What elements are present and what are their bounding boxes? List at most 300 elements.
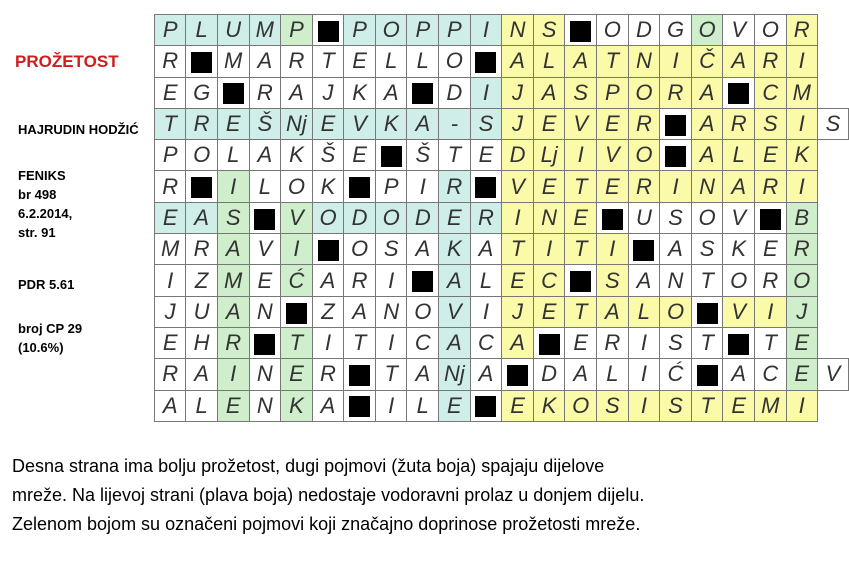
black-square-mark <box>349 365 370 386</box>
grid-cell: I <box>502 202 534 233</box>
black-square-mark <box>728 83 749 104</box>
black-square <box>186 171 218 202</box>
grid-row <box>155 296 849 327</box>
grid-cell: A <box>533 77 565 108</box>
grid-cell: A <box>439 265 471 296</box>
grid-cell: O <box>691 202 723 233</box>
grid-cell: T <box>691 265 723 296</box>
grid-cell: R <box>155 359 186 390</box>
grid-cell: A <box>217 296 249 327</box>
grid-cell: V <box>249 234 281 265</box>
grid-cell: M <box>786 77 817 108</box>
grid-row <box>155 77 849 108</box>
grid-cell: J <box>786 296 817 327</box>
grid-cell: M <box>217 46 249 77</box>
grid-cell: I <box>786 171 817 202</box>
grid-cell: Ć <box>660 359 692 390</box>
grid-cell: S <box>597 265 629 296</box>
grid-cell: S <box>375 234 407 265</box>
black-square-mark <box>539 334 560 355</box>
grid-cell: L <box>407 46 439 77</box>
grid-cell: L <box>597 359 629 390</box>
grid-cell: K <box>312 171 344 202</box>
grid-cell: I <box>597 234 629 265</box>
grid-cell: T <box>597 46 629 77</box>
black-square <box>597 202 629 233</box>
grid-cell: T <box>565 234 597 265</box>
grid-row <box>155 171 849 202</box>
black-square <box>312 234 344 265</box>
grid-cell: I <box>375 327 407 358</box>
grid-cell: Nj <box>281 108 313 139</box>
grid-cell: I <box>312 327 344 358</box>
black-square-mark <box>349 396 370 417</box>
grid-cell: O <box>186 140 218 171</box>
grid-cell: N <box>628 46 660 77</box>
caption-line-1: Desna strana ima bolju prožetost, dugi pojmovi (žuta boja) spajaju dijelove <box>12 456 605 476</box>
grid-cell: I <box>660 46 692 77</box>
grid-cell: E <box>155 327 186 358</box>
grid-cell: A <box>723 171 755 202</box>
grid-cell: A <box>565 46 597 77</box>
pdr-info: PDR 5.61 <box>18 277 75 292</box>
black-square <box>344 359 376 390</box>
grid-cell: S <box>691 234 723 265</box>
grid-cell: V <box>439 296 471 327</box>
grid-cell: A <box>186 359 218 390</box>
grid-cell: K <box>281 390 313 421</box>
black-square <box>754 202 786 233</box>
grid-cell: R <box>186 234 218 265</box>
black-square <box>502 359 534 390</box>
grid-cell: I <box>470 15 502 46</box>
grid-cell: A <box>470 234 502 265</box>
grid-cell: E <box>786 359 817 390</box>
grid-cell: E <box>533 108 565 139</box>
grid-cell: K <box>786 140 817 171</box>
grid-cell: E <box>565 327 597 358</box>
black-square <box>407 265 439 296</box>
grid-cell: T <box>155 108 186 139</box>
grid-cell: Š <box>312 140 344 171</box>
black-square-mark <box>381 146 402 167</box>
black-square <box>628 234 660 265</box>
grid-row <box>155 202 849 233</box>
grid-cell: L <box>217 140 249 171</box>
grid-cell: R <box>754 46 786 77</box>
grid-cell: I <box>470 296 502 327</box>
black-square-mark <box>254 209 275 230</box>
grid-cell: V <box>723 15 755 46</box>
grid-cell: N <box>660 265 692 296</box>
grid-cell: O <box>786 265 817 296</box>
grid-cell: V <box>281 202 313 233</box>
grid-cell: R <box>439 171 471 202</box>
black-square-mark <box>697 303 718 324</box>
grid-cell: J <box>312 77 344 108</box>
crossword-grid <box>154 14 849 422</box>
black-square-mark <box>286 303 307 324</box>
grid-cell: O <box>312 202 344 233</box>
black-square-mark <box>475 52 496 73</box>
grid-cell: M <box>249 15 281 46</box>
grid-cell: P <box>597 77 629 108</box>
black-square-mark <box>602 209 623 230</box>
grid-cell: T <box>502 234 534 265</box>
grid-cell: S <box>754 108 786 139</box>
grid-cell: V <box>502 171 534 202</box>
grid-cell: L <box>407 390 439 421</box>
grid-cell: A <box>439 327 471 358</box>
grid-cell: A <box>502 327 534 358</box>
grid-cell: J <box>502 108 534 139</box>
grid-cell: A <box>186 202 218 233</box>
grid-cell: A <box>691 77 723 108</box>
grid-cell: E <box>754 234 786 265</box>
grid-cell: L <box>470 265 502 296</box>
grid-cell: O <box>660 296 692 327</box>
grid-cell: H <box>186 327 218 358</box>
grid-cell: O <box>375 202 407 233</box>
grid-cell: K <box>723 234 755 265</box>
grid-cell: R <box>344 265 376 296</box>
grid-cell: G <box>186 77 218 108</box>
grid-cell: P <box>344 15 376 46</box>
grid-cell: R <box>754 265 786 296</box>
grid-cell: I <box>786 108 817 139</box>
black-square <box>249 202 281 233</box>
grid-cell: C <box>754 359 786 390</box>
black-square-mark <box>318 21 339 42</box>
grid-cell: A <box>723 46 755 77</box>
grid-cell: D <box>533 359 565 390</box>
grid-cell: B <box>786 202 817 233</box>
black-square-mark <box>507 365 528 386</box>
black-square-mark <box>191 177 212 198</box>
black-square-mark <box>570 21 591 42</box>
grid-cell: R <box>186 108 218 139</box>
black-square <box>281 296 313 327</box>
grid-cell: E <box>155 202 186 233</box>
black-square <box>660 108 692 139</box>
source-info: FENIKS br 498 6.2.2014, str. 91 <box>18 168 73 240</box>
black-square-mark <box>665 146 686 167</box>
grid-cell: Č <box>691 46 723 77</box>
grid-cell: V <box>565 108 597 139</box>
grid-cell: A <box>249 140 281 171</box>
grid-cell: O <box>628 77 660 108</box>
grid-cell: - <box>439 108 471 139</box>
black-square <box>470 46 502 77</box>
grid-cell: R <box>155 171 186 202</box>
grid-cell: I <box>754 296 786 327</box>
grid-cell: O <box>723 265 755 296</box>
author-name: HAJRUDIN HODŽIĆ <box>18 122 139 137</box>
grid-cell: R <box>217 327 249 358</box>
grid-cell: D <box>628 15 660 46</box>
grid-cell: A <box>660 234 692 265</box>
grid-cell: R <box>786 15 817 46</box>
black-square-mark <box>760 209 781 230</box>
grid-cell: E <box>533 171 565 202</box>
caption <box>12 452 842 539</box>
grid-cell: N <box>691 171 723 202</box>
grid-cell: D <box>344 202 376 233</box>
grid-cell: R <box>660 77 692 108</box>
grid-row <box>155 15 849 46</box>
black-square <box>723 77 755 108</box>
grid-cell: Š <box>249 108 281 139</box>
grid-cell: T <box>281 327 313 358</box>
grid-cell: M <box>217 265 249 296</box>
grid-cell: O <box>407 296 439 327</box>
grid-cell: Nj <box>439 359 471 390</box>
black-square <box>344 171 376 202</box>
grid-row <box>155 327 849 358</box>
grid-cell: L <box>186 390 218 421</box>
grid-cell: A <box>344 296 376 327</box>
grid-cell: A <box>312 390 344 421</box>
grid-cell: P <box>155 140 186 171</box>
grid-cell: E <box>565 202 597 233</box>
grid-row <box>155 390 849 421</box>
black-square-mark <box>254 334 275 355</box>
grid-cell: A <box>312 265 344 296</box>
grid-cell: A <box>407 234 439 265</box>
black-square-mark <box>349 177 370 198</box>
grid-cell: J <box>502 296 534 327</box>
grid-cell: P <box>439 15 471 46</box>
grid-cell: A <box>281 77 313 108</box>
black-square-mark <box>570 271 591 292</box>
grid-cell: E <box>217 390 249 421</box>
grid-cell: O <box>375 15 407 46</box>
black-square-mark <box>697 365 718 386</box>
grid-cell: K <box>375 108 407 139</box>
grid-cell: P <box>375 171 407 202</box>
black-square <box>249 327 281 358</box>
grid-cell: I <box>565 140 597 171</box>
grid-cell: C <box>407 327 439 358</box>
grid-cell: I <box>217 171 249 202</box>
black-square-mark <box>728 334 749 355</box>
black-square <box>723 327 755 358</box>
grid-cell: S <box>660 390 692 421</box>
grid-cell: E <box>281 359 313 390</box>
page-title: PROŽETOST <box>15 52 119 71</box>
grid-cell: E <box>502 390 534 421</box>
grid-cell: S <box>597 390 629 421</box>
grid-cell: U <box>628 202 660 233</box>
grid-cell: T <box>754 327 786 358</box>
black-square-mark <box>475 177 496 198</box>
grid-cell: U <box>186 296 218 327</box>
grid-cell: I <box>660 171 692 202</box>
grid-cell: K <box>439 234 471 265</box>
grid-cell: Š <box>407 140 439 171</box>
black-square <box>217 77 249 108</box>
grid-cell: C <box>470 327 502 358</box>
grid-cell: I <box>217 359 249 390</box>
grid-row <box>155 108 849 139</box>
grid-cell: I <box>155 265 186 296</box>
grid-cell: I <box>281 234 313 265</box>
grid-cell: K <box>344 77 376 108</box>
grid-cell: K <box>281 140 313 171</box>
grid-cell: A <box>470 359 502 390</box>
grid-cell: E <box>597 108 629 139</box>
grid-cell: L <box>533 46 565 77</box>
grid-cell: O <box>628 140 660 171</box>
grid-cell: N <box>502 15 534 46</box>
grid-cell: E <box>723 390 755 421</box>
grid-cell: V <box>817 359 848 390</box>
grid-cell: O <box>597 15 629 46</box>
grid-cell: E <box>439 202 471 233</box>
black-square <box>660 140 692 171</box>
grid-row <box>155 46 849 77</box>
grid-row <box>155 234 849 265</box>
grid-cell: L <box>723 140 755 171</box>
grid-cell: A <box>628 265 660 296</box>
grid-cell: T <box>344 327 376 358</box>
grid-cell: L <box>375 46 407 77</box>
grid-cell: R <box>281 46 313 77</box>
grid-cell: S <box>565 77 597 108</box>
grid-cell: O <box>691 15 723 46</box>
black-square-mark <box>412 271 433 292</box>
grid-cell: L <box>249 171 281 202</box>
grid-cell: T <box>312 46 344 77</box>
grid-cell: V <box>723 296 755 327</box>
grid-cell: C <box>754 77 786 108</box>
grid-cell: T <box>691 327 723 358</box>
grid-cell: V <box>723 202 755 233</box>
grid-cell: R <box>723 108 755 139</box>
grid-cell: U <box>217 15 249 46</box>
grid-cell: A <box>691 108 723 139</box>
black-square <box>691 359 723 390</box>
grid-cell: S <box>470 108 502 139</box>
cp-info: broj CP 29 (10.6%) <box>18 321 83 355</box>
grid-cell: N <box>249 296 281 327</box>
black-square-mark <box>223 83 244 104</box>
grid-cell: I <box>375 265 407 296</box>
grid-cell: R <box>786 234 817 265</box>
black-square-mark <box>412 83 433 104</box>
grid-cell: I <box>628 359 660 390</box>
black-square-mark <box>318 240 339 261</box>
grid-cell: I <box>375 390 407 421</box>
grid-cell: E <box>470 140 502 171</box>
grid-cell: Z <box>312 296 344 327</box>
grid-cell: A <box>691 140 723 171</box>
grid-cell: E <box>344 46 376 77</box>
grid-cell: M <box>155 234 186 265</box>
grid-cell: O <box>281 171 313 202</box>
grid-cell: Lj <box>533 140 565 171</box>
black-square <box>565 265 597 296</box>
grid-cell: E <box>502 265 534 296</box>
grid-cell: D <box>502 140 534 171</box>
grid-cell: E <box>754 140 786 171</box>
black-square <box>312 15 344 46</box>
grid-cell: N <box>249 359 281 390</box>
grid-cell: E <box>533 296 565 327</box>
grid-cell: K <box>533 390 565 421</box>
grid-cell: O <box>439 46 471 77</box>
grid-cell: S <box>533 15 565 46</box>
grid-cell: R <box>249 77 281 108</box>
grid-cell: L <box>628 296 660 327</box>
grid-cell: I <box>470 77 502 108</box>
grid-cell: C <box>533 265 565 296</box>
grid-cell: R <box>628 171 660 202</box>
grid-cell: S <box>660 202 692 233</box>
grid-cell: N <box>249 390 281 421</box>
grid-cell: A <box>407 108 439 139</box>
grid-cell: I <box>786 46 817 77</box>
grid-cell: A <box>597 296 629 327</box>
grid-cell: S <box>817 108 848 139</box>
caption-line-3: Zelenom bojom su označeni pojmovi koji značajno doprinose prožetosti mreže. <box>12 514 641 534</box>
grid-cell: J <box>155 296 186 327</box>
black-square <box>533 327 565 358</box>
grid-cell: S <box>217 202 249 233</box>
grid-cell: E <box>249 265 281 296</box>
black-square <box>565 15 597 46</box>
grid-row <box>155 359 849 390</box>
grid-cell: A <box>249 46 281 77</box>
grid-cell: A <box>217 234 249 265</box>
grid-cell: L <box>186 15 218 46</box>
black-square <box>407 77 439 108</box>
grid-cell: J <box>502 77 534 108</box>
grid-cell: R <box>312 359 344 390</box>
grid-cell: R <box>597 327 629 358</box>
grid-row <box>155 265 849 296</box>
grid-cell: R <box>470 202 502 233</box>
grid-cell: R <box>155 46 186 77</box>
grid-cell: P <box>281 15 313 46</box>
grid-cell: I <box>628 327 660 358</box>
grid-cell: E <box>344 140 376 171</box>
black-square <box>470 171 502 202</box>
grid-cell: N <box>533 202 565 233</box>
grid-cell: T <box>439 140 471 171</box>
grid-cell: M <box>754 390 786 421</box>
black-square <box>375 140 407 171</box>
grid-cell: E <box>155 77 186 108</box>
grid-cell: G <box>660 15 692 46</box>
grid-cell: P <box>155 15 186 46</box>
grid-cell: E <box>786 327 817 358</box>
black-square <box>470 390 502 421</box>
grid-cell: I <box>533 234 565 265</box>
grid-cell: A <box>565 359 597 390</box>
grid-cell: R <box>754 171 786 202</box>
black-square <box>344 390 376 421</box>
grid-cell: O <box>754 15 786 46</box>
grid-cell: I <box>628 390 660 421</box>
grid-cell: A <box>375 77 407 108</box>
grid-cell: I <box>407 171 439 202</box>
grid-cell: T <box>565 171 597 202</box>
grid-cell: D <box>439 77 471 108</box>
black-square-mark <box>665 115 686 136</box>
grid-cell: A <box>723 359 755 390</box>
black-square-mark <box>633 240 654 261</box>
